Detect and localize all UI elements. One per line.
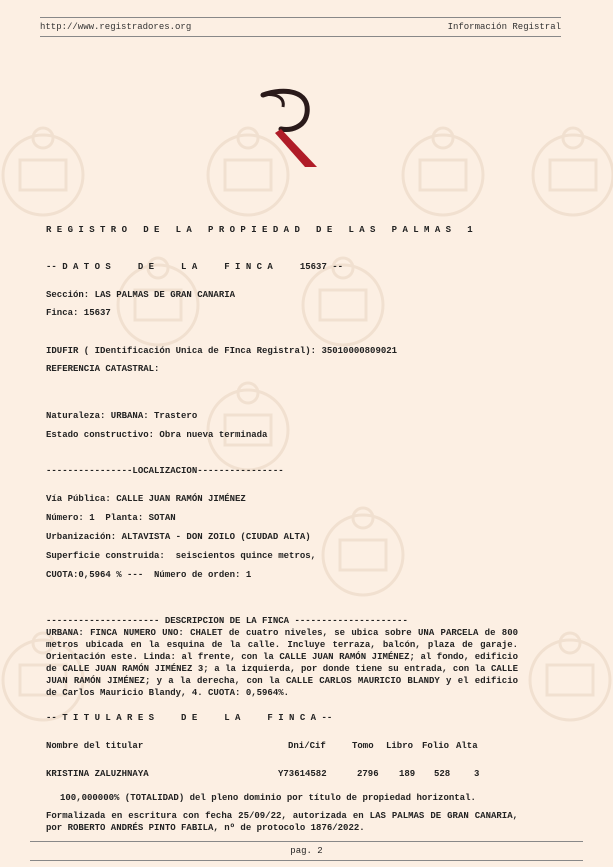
- descripcion-heading: --------------------- DESCRIPCION DE LA FINCA ---------------------: [46, 616, 408, 626]
- finca-field: Finca: 15637: [46, 308, 111, 318]
- cell-alta: 3: [474, 769, 480, 779]
- titulares-table-header: [46, 741, 516, 753]
- datos-finca-heading: -- D A T O S D E L A F I N C A 15637 --: [46, 262, 344, 272]
- referencia-catastral-field: REFERENCIA CATASTRAL:: [46, 364, 160, 374]
- registry-seal-watermark: [527, 625, 613, 725]
- descripcion-text: URBANA: FINCA NUMERO UNO: CHALET de cuatro niveles, se ubica sobre UNA PARCELA de 800 metros ubicada en la esquina de la calle. Incluye terraza, balcón, plaza de garaje. Orientación este. Linda: al frente, con la CALLE JUAN RAMÓN JIMÉNEZ; al fondo, edificio de CALLE JUAN RAMÓN JIMÉNEZ 3; a la izquierda, por donde tiene su entrada, con la CALLE JUAN RAMÓN JIMÉNEZ; y a la derecha, con la CALLE CARLOS MAURICIO BLANDY y el edificio de Carlos Mauricio Blandy, 4. CUOTA: 0,5964%.: [46, 628, 518, 698]
- cell-dni: Y73614582: [278, 769, 327, 779]
- col-libro: Libro: [386, 741, 414, 751]
- via-publica-field: Vía Pública: CALLE JUAN RAMÓN JIMÉNEZ: [46, 494, 246, 504]
- col-dni: Dni/Cif: [288, 741, 326, 751]
- col-alta: Alta: [456, 741, 478, 751]
- registry-seal-watermark: [530, 120, 613, 220]
- numero-planta-field: Número: 1 Planta: SOTAN: [46, 513, 176, 523]
- cell-nombre: KRISTINA ZALUZHNAYA: [46, 769, 149, 779]
- col-tomo: Tomo: [352, 741, 374, 751]
- titulares-heading: -- T I T U L A R E S D E L A F I N C A --: [46, 713, 333, 723]
- col-nombre: Nombre del titular: [46, 741, 144, 751]
- col-folio: Folio: [422, 741, 450, 751]
- registry-seal-watermark: [205, 375, 291, 475]
- idufir-field: IDUFIR ( IDentificación Unica de FInca Registral): 35010000809021: [46, 346, 398, 356]
- registradores-logo: [255, 85, 325, 175]
- seccion-field: Sección: LAS PALMAS DE GRAN CANARIA: [46, 290, 236, 300]
- cell-tomo: 2796: [357, 769, 379, 779]
- cuota-field: CUOTA:0,5964 % --- Número de orden: 1: [46, 570, 252, 580]
- formalizada-text: Formalizada en escritura con fecha 25/09/22, autorizada en LAS PALMAS DE GRAN CANARIA, por ROBERTO ANDRÉS PINTO FABILA, nº de protocolo 1876/2022.: [46, 811, 518, 833]
- estado-constructivo-field: Estado constructivo: Obra nueva terminada: [46, 430, 268, 440]
- urbanizacion-field: Urbanización: ALTAVISTA - DON ZOILO (CIUDAD ALTA): [46, 532, 311, 542]
- localizacion-heading: ----------------LOCALIZACION----------------: [46, 466, 284, 476]
- registry-seal-watermark: [320, 500, 406, 600]
- superficie-field: Superficie construida: seiscientos quince metros,: [46, 551, 317, 561]
- dominio-text: 100,000000% (TOTALIDAD) del pleno dominio por título de propiedad horizontal.: [60, 793, 476, 803]
- table-row: [46, 769, 516, 781]
- naturaleza-field: Naturaleza: URBANA: Trastero: [46, 411, 198, 421]
- registry-seal-watermark: [0, 120, 86, 220]
- registry-title: R E G I S T R O D E L A P R O P I E D A D D E L A S P A L M A S 1: [46, 225, 473, 235]
- registry-seal-watermark: [400, 120, 486, 220]
- page-footer: [30, 841, 583, 861]
- cell-folio: 528: [434, 769, 451, 779]
- cell-libro: 189: [399, 769, 416, 779]
- page-header: [40, 17, 561, 37]
- header-url[interactable]: http://www.registradores.org: [40, 22, 192, 32]
- header-title: Información Registral: [447, 22, 561, 32]
- page-number: pag. 2: [290, 846, 323, 856]
